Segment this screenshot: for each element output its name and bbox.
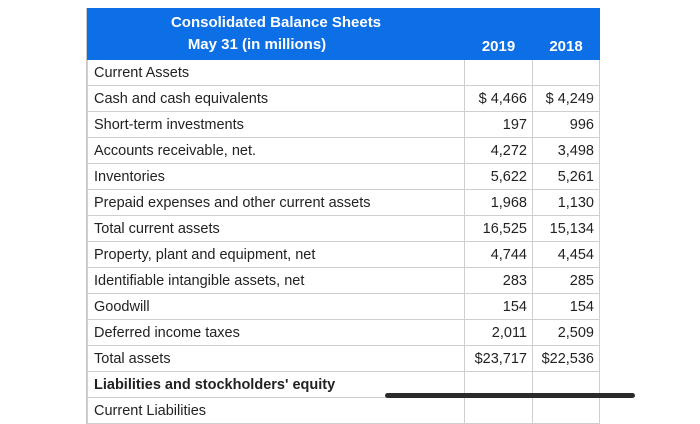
row-label: Short-term investments	[88, 112, 465, 138]
table-row	[88, 398, 600, 424]
year-header-2018: 2018	[533, 9, 600, 60]
table-subtitle: May 31 (in millions)	[187, 36, 327, 53]
row-label: Accounts receivable, net.	[88, 138, 465, 164]
value-2018: 996	[533, 112, 600, 138]
row-label: Current Liabilities	[88, 398, 465, 424]
table-row	[88, 138, 600, 164]
row-label: Current Assets	[88, 60, 465, 86]
horizontal-scrollbar[interactable]	[385, 393, 635, 398]
row-label: Inventories	[88, 164, 465, 190]
table-row	[88, 268, 600, 294]
value-2018: 1,130	[533, 190, 600, 216]
row-label: Cash and cash equivalents	[88, 86, 465, 112]
value-2019: 197	[465, 112, 533, 138]
value-2018: 15,134	[533, 216, 600, 242]
table-row	[88, 190, 600, 216]
value-2018	[533, 398, 600, 424]
row-label: Prepaid expenses and other current assets	[88, 190, 465, 216]
value-2019: $23,717	[465, 346, 533, 372]
value-2019: 16,525	[465, 216, 533, 242]
balance-sheet	[86, 8, 599, 424]
value-2018: $ 4,249	[533, 86, 600, 112]
value-2018: 154	[533, 294, 600, 320]
table-row	[88, 112, 600, 138]
balance-sheet-table	[87, 8, 600, 424]
value-2019	[465, 60, 533, 86]
row-label: Goodwill	[88, 294, 465, 320]
value-2019: $ 4,466	[465, 86, 533, 112]
table-title: Consolidated Balance Sheets	[170, 14, 382, 31]
value-2018	[533, 60, 600, 86]
table-row	[88, 242, 600, 268]
value-2018: 285	[533, 268, 600, 294]
row-label: Property, plant and equipment, net	[88, 242, 465, 268]
value-2019: 4,744	[465, 242, 533, 268]
table-title-cell	[88, 9, 465, 60]
row-label: Total current assets	[88, 216, 465, 242]
value-2018: 5,261	[533, 164, 600, 190]
row-label: Deferred income taxes	[88, 320, 465, 346]
value-2019	[465, 398, 533, 424]
value-2018: 3,498	[533, 138, 600, 164]
value-2019: 2,011	[465, 320, 533, 346]
table-header-row	[88, 9, 600, 60]
value-2018: 4,454	[533, 242, 600, 268]
table-row	[88, 216, 600, 242]
value-2018: $22,536	[533, 346, 600, 372]
value-2019: 154	[465, 294, 533, 320]
table-row	[88, 164, 600, 190]
row-label: Liabilities and stockholders' equity	[88, 372, 465, 398]
row-label: Identifiable intangible assets, net	[88, 268, 465, 294]
value-2018: 2,509	[533, 320, 600, 346]
value-2019: 5,622	[465, 164, 533, 190]
row-label: Total assets	[88, 346, 465, 372]
table-row	[88, 320, 600, 346]
value-2019: 1,968	[465, 190, 533, 216]
table-row	[88, 60, 600, 86]
table-row	[88, 346, 600, 372]
table-row	[88, 86, 600, 112]
value-2019: 283	[465, 268, 533, 294]
value-2019: 4,272	[465, 138, 533, 164]
year-header-2019: 2019	[465, 9, 533, 60]
table-row	[88, 294, 600, 320]
